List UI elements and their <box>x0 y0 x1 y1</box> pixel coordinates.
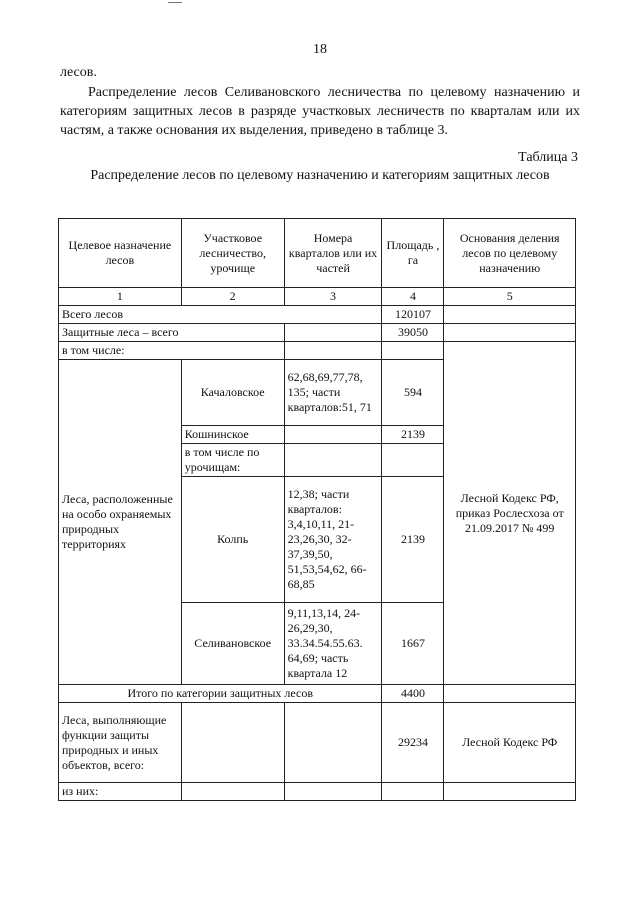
table-title: Распределение лесов по целевому назначению и категориям защитных лесов <box>90 168 550 183</box>
column-number: 5 <box>444 288 576 306</box>
header-basis: Основания деления лесов по целевому назначению <box>444 219 576 288</box>
subtotal-label: Итого по категории защитных лесов <box>59 685 382 703</box>
page-number: 18 <box>313 42 327 57</box>
natural-protection-area: 29234 <box>382 703 444 783</box>
forestry-name: Кошнинское <box>181 426 284 444</box>
forestry-name: Качаловское <box>181 360 284 426</box>
header-area: Площадь , га <box>382 219 444 288</box>
column-numbers-row <box>59 288 576 306</box>
table-row-total <box>59 306 576 324</box>
quarters-list: 62,68,69,77,78, 135; части кварталов:51, 71 <box>284 360 382 426</box>
table-row-including <box>59 342 576 360</box>
intro-paragraph: Распределение лесов Селивановского лесничества по целевому назначению и категориям защитных лесов в разряде участковых лесничеств по кварталам или их частям, а также основания их выделения, приведено в таблице 3. <box>60 85 580 138</box>
table-row-natural-protection <box>59 703 576 783</box>
scan-mark <box>168 2 182 5</box>
table-row-subtotal <box>59 685 576 703</box>
quarters-list: 12,38; части кварталов: 3,4,10,11, 21-23,26,30, 32-37,39,50, 51,53,54,62, 66-68,85 <box>284 477 382 603</box>
protective-area: 39050 <box>382 324 444 342</box>
protective-label: Защитные леса – всего <box>59 324 285 342</box>
natural-protection-purpose: Леса, выполняющие функции защиты природных и иных объектов, всего: <box>59 703 182 783</box>
of-them-label: из них: <box>59 783 182 801</box>
column-number: 4 <box>382 288 444 306</box>
area-value: 2139 <box>382 477 444 603</box>
table-header-row <box>59 219 576 288</box>
natural-protection-basis: Лесной Кодекс РФ <box>444 703 576 783</box>
total-area: 120107 <box>382 306 444 324</box>
area-value: 2139 <box>382 426 444 444</box>
area-value: 1667 <box>382 603 444 685</box>
oopt-purpose: Леса, расположенные на особо охраняемых природных территориях <box>59 360 182 685</box>
tract-name: Колпь <box>181 477 284 603</box>
header-purpose: Целевое назначение лесов <box>59 219 182 288</box>
forest-distribution-table <box>58 218 576 801</box>
table-row-of-them <box>59 783 576 801</box>
column-number: 2 <box>181 288 284 306</box>
total-label: Всего лесов <box>59 306 382 324</box>
table-label: Таблица 3 <box>518 150 578 165</box>
column-number: 1 <box>59 288 182 306</box>
table-row-protective <box>59 324 576 342</box>
continuation-text: лесов. <box>60 65 97 80</box>
column-number: 3 <box>284 288 382 306</box>
header-forestry: Участковое лесничество, урочище <box>181 219 284 288</box>
tract-name: Селивановское <box>181 603 284 685</box>
oopt-basis: Лесной Кодекс РФ, приказ Рослесхоза от 21.09.2017 № 499 <box>444 342 576 685</box>
header-quarters: Номера кварталов или их частей <box>284 219 382 288</box>
by-tracts-label: в том числе по урочищам: <box>181 444 284 477</box>
including-label: в том числе: <box>59 342 285 360</box>
area-value: 594 <box>382 360 444 426</box>
subtotal-area: 4400 <box>382 685 444 703</box>
quarters-list: 9,11,13,14, 24-26,29,30, 33.34.54.55.63. 64,69; часть квартала 12 <box>284 603 382 685</box>
